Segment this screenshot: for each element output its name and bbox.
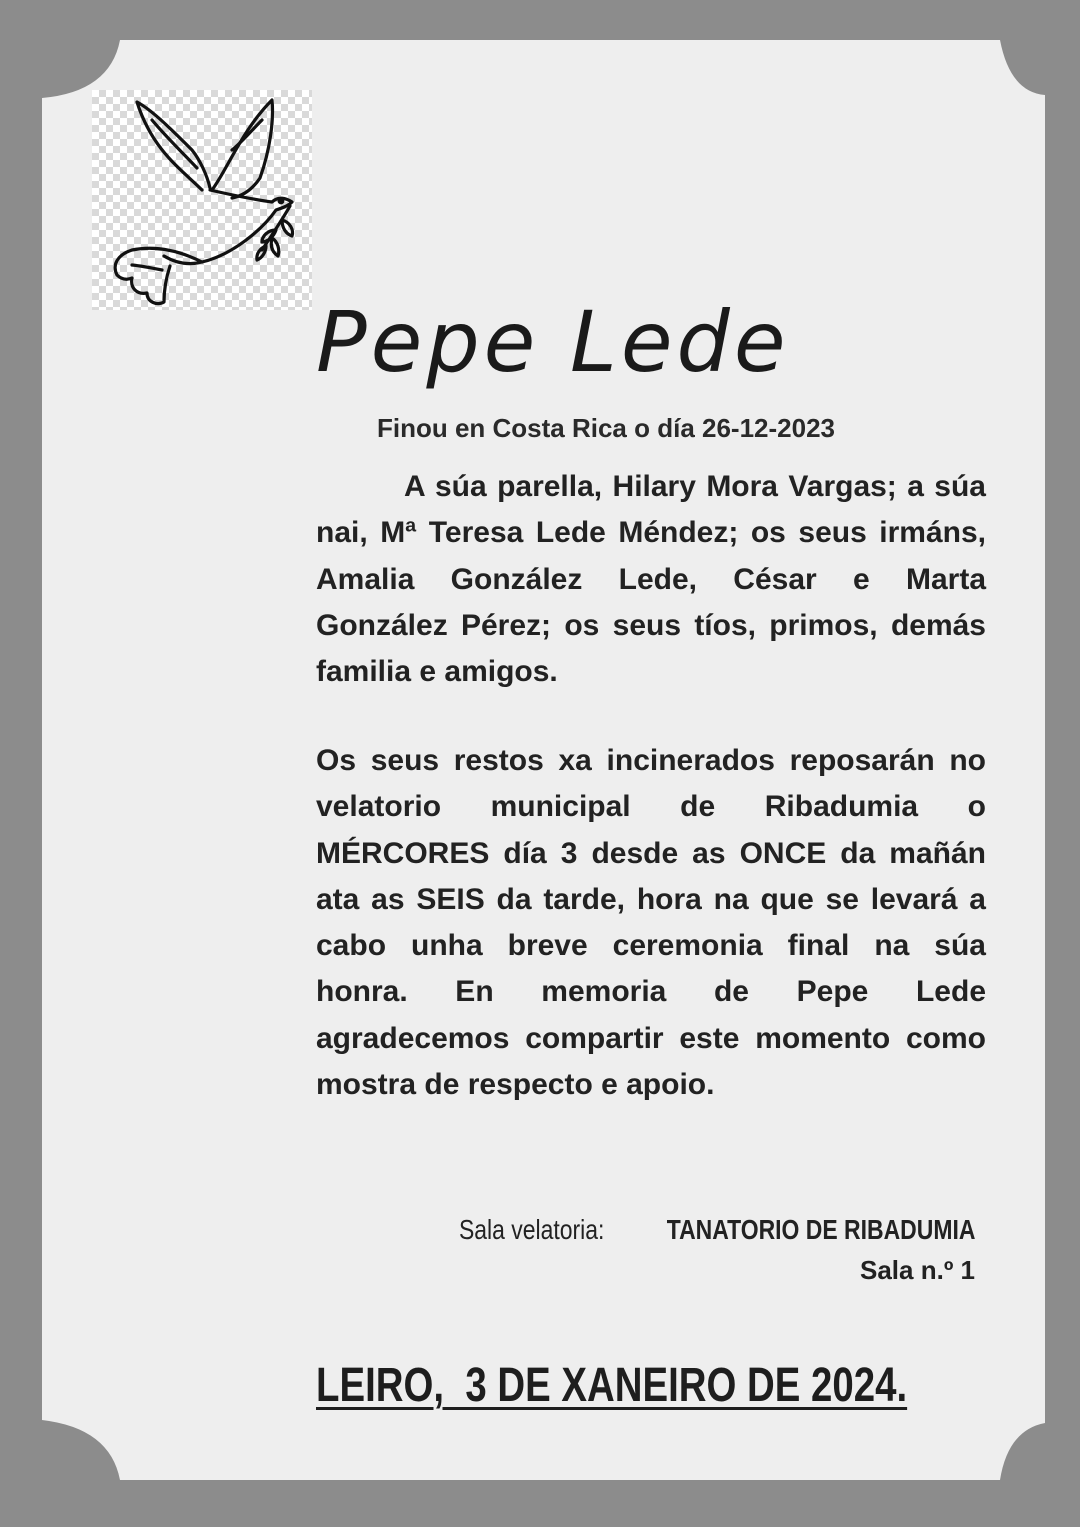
venue-name: TANATORIO DE RIBADUMIA [666, 1214, 975, 1245]
dove-with-olive-branch-icon [92, 90, 312, 310]
deceased-name: Pepe Lede [316, 293, 790, 391]
dove-emblem [92, 90, 312, 310]
venue-label: Sala velatoria: [459, 1214, 605, 1245]
death-date-line: Finou en Costa Rica o día 26-12-2023 [376, 413, 836, 443]
place-and-date: LEIRO, 3 DE XANEIRO DE 2024. [316, 1359, 908, 1412]
family-paragraph: A súa parella, Hilary Mora Vargas; a súa nai, Mª Teresa Lede Méndez; os seus irmáns, Amalia González Lede, César e Marta González Pérez; os seus tíos, primos, demás familia e amigos. [316, 470, 986, 689]
ceremony-paragraph: Os seus restos xa incinerados reposarán no velatorio municipal de Ribadumia o MÉRCORES día 3 desde as ONCE da mañán ata as SEIS da tarde, hora na que se levará a cabo unha breve ceremonia final na súa honra. En memoria de Pepe Lede agradecemos compartir este momento como mostra de respecto e apoio. [316, 744, 986, 1102]
room-number: Sala n.º 1 [860, 1255, 975, 1285]
venue-line [427, 1210, 975, 1250]
